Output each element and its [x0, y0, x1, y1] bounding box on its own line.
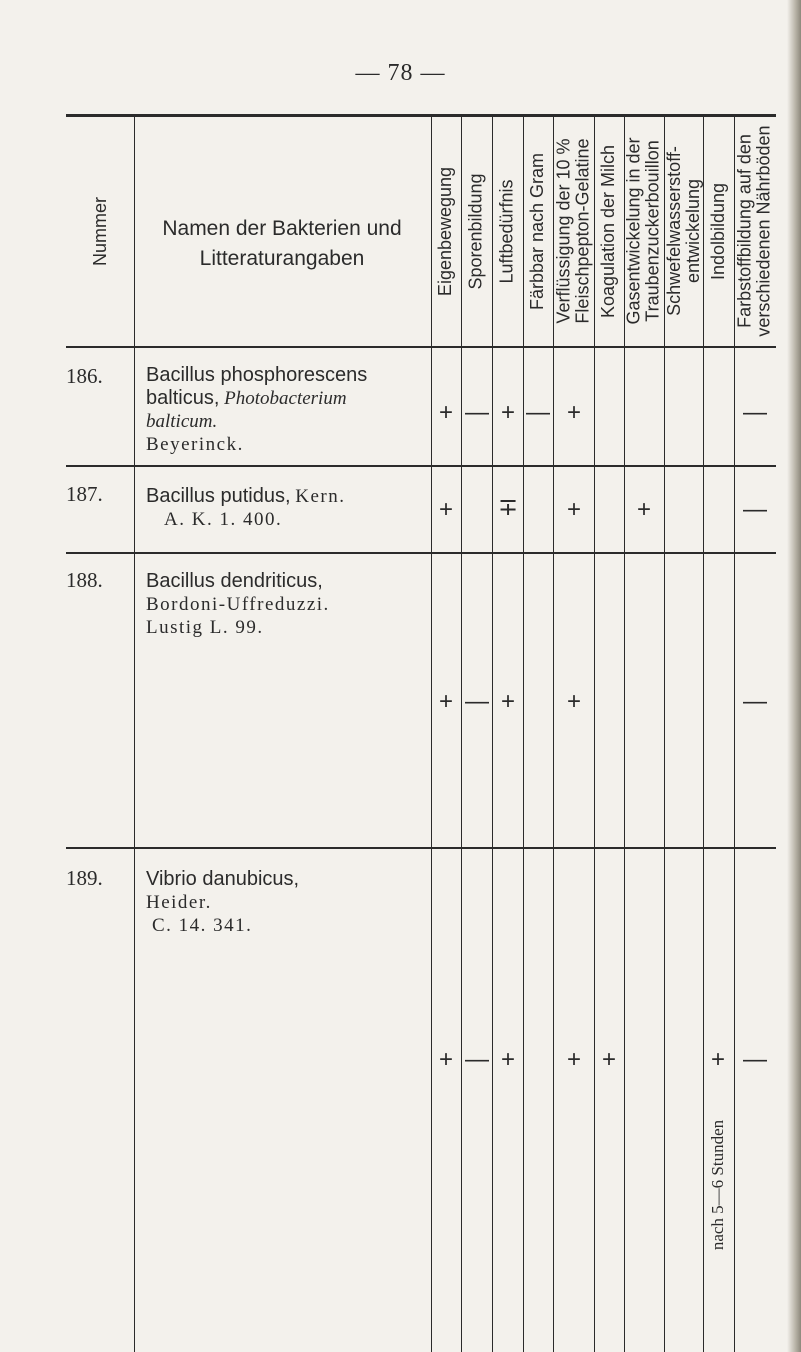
header-gram: Färbbar nach Gram — [527, 152, 548, 310]
mark-187-eigen: + — [438, 496, 453, 523]
mark-187-gas: + — [636, 496, 651, 523]
header-farbstoff: Farbstoffbildung auf den verschiedenen Nährböden — [735, 125, 774, 337]
header-luftbeduerfnis: Luftbedürfnis — [497, 178, 518, 284]
header-eigenbewegung: Eigenbewegung — [435, 166, 456, 296]
mark-187-gelatine: + — [566, 496, 581, 523]
mark-186-luft: + — [500, 399, 515, 426]
mark-186-gelatine: + — [566, 399, 581, 426]
header-namen: Namen der Bakterien und Litteraturangaben — [162, 217, 402, 270]
mark-188-farbstoff: — — [743, 688, 767, 715]
row-rule-188 — [66, 847, 776, 849]
header-rule — [66, 346, 776, 348]
mark-188-luft: + — [500, 688, 515, 715]
row-number-188: 188. — [66, 568, 103, 592]
mark-187-farbstoff: — — [743, 496, 767, 523]
header-milch: Koagulation der Milch — [598, 144, 619, 318]
mark-186-farbstoff: — — [743, 399, 767, 426]
row-rule-187 — [66, 552, 776, 554]
page-edge-shadow — [787, 0, 801, 1352]
row-rule-186 — [66, 465, 776, 467]
col-rule-1 — [134, 117, 135, 1352]
table-top-rule — [66, 114, 776, 117]
row-entry-186: Bacillus phosphorescens balticus, Photobacterium balticum. Beyerinck. — [146, 364, 368, 455]
mark-186-gram: — — [526, 399, 550, 426]
mark-189-indol: + — [710, 1046, 725, 1073]
row-number-186: 186. — [66, 364, 103, 388]
header-sporenbildung: Sporenbildung — [466, 172, 487, 290]
mark-186-eigen: + — [438, 399, 453, 426]
mark-187-luft: ∓ — [497, 494, 519, 521]
row-entry-188: Bacillus dendriticus, Bordoni-Uffreduzzi. Lustig L. 99. — [146, 570, 330, 638]
mark-188-sporen: — — [465, 688, 489, 715]
header-gelatine: Verflüssigung der 10 % Fleischpepton-Gelatine — [553, 138, 593, 324]
header-gas: Gasentwickelung in der Traubenzuckerbouillon — [624, 137, 664, 325]
mark-186-sporen: — — [465, 399, 489, 426]
mark-189-gelatine: + — [566, 1046, 581, 1073]
mark-189-farbstoff: — — [743, 1046, 767, 1073]
row-entry-189: Vibrio danubicus, Heider. C. 14. 341. — [146, 868, 300, 936]
page-number: — 78 — — [355, 60, 446, 86]
mark-189-eigen: + — [438, 1046, 453, 1073]
row-entry-187: Bacillus putidus, Kern. A. K. 1. 400. — [146, 485, 346, 530]
mark-188-gelatine: + — [566, 688, 581, 715]
mark-189-sporen: — — [465, 1046, 489, 1073]
mark-189-luft: + — [500, 1046, 515, 1073]
indol-note-189: nach 5—6 Stunden — [708, 1119, 728, 1251]
mark-189-milch: + — [601, 1046, 616, 1073]
header-schwefel: Schwefelwasserstoff- entwickelung — [663, 146, 703, 316]
header-nummer: Nummer — [89, 196, 110, 266]
header-indol: Indolbildung — [708, 182, 728, 280]
row-number-187: 187. — [66, 482, 103, 506]
row-number-189: 189. — [66, 866, 103, 890]
mark-188-eigen: + — [438, 688, 453, 715]
